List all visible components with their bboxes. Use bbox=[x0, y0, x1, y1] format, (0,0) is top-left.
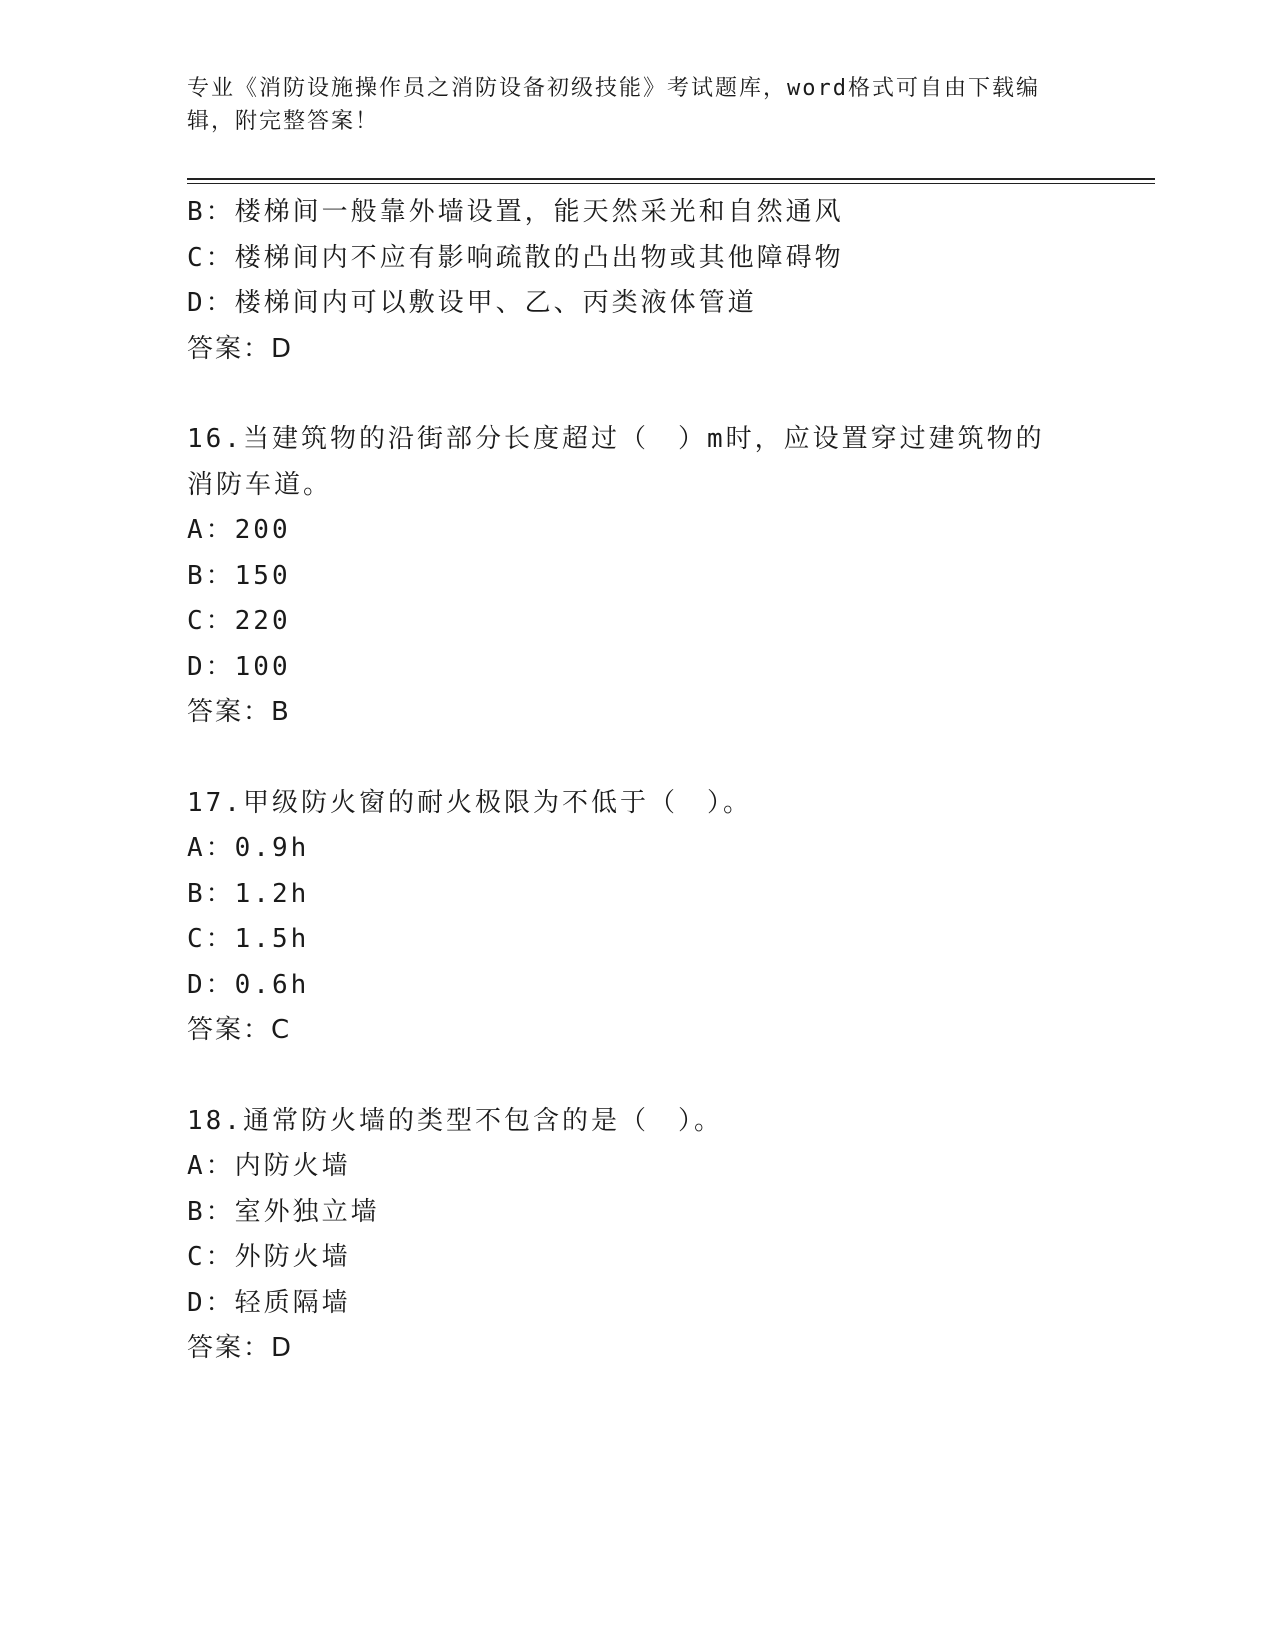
option-b: B：1.2h bbox=[187, 878, 310, 909]
header-divider-thin bbox=[187, 183, 1155, 184]
answer-line: 答案：C bbox=[187, 1015, 292, 1045]
document-header bbox=[187, 72, 1067, 138]
question-18 bbox=[187, 1099, 1087, 1372]
option-a: A：内防火墙 bbox=[187, 1151, 351, 1181]
option-d: D：轻质隔墙 bbox=[187, 1287, 351, 1318]
option-c: C：1.5h bbox=[187, 924, 310, 954]
question-16 bbox=[187, 417, 1087, 736]
question-17 bbox=[187, 781, 1087, 1054]
answer-line: 答案：D bbox=[187, 333, 294, 364]
option-c: C：外防火墙 bbox=[187, 1242, 351, 1272]
question-text: 17.甲级防火窗的耐火极限为不低于（ ）。 bbox=[187, 787, 752, 818]
document-body bbox=[187, 190, 1087, 1372]
option-d: D：100 bbox=[187, 651, 291, 682]
option-c: C：楼梯间内不应有影响疏散的凸出物或其他障碍物 bbox=[187, 242, 844, 273]
question-text: 16.当建筑物的沿街部分长度超过（ ）m时，应设置穿过建筑物的消防车道。 bbox=[187, 424, 1045, 500]
header-title-line-1: 专业《消防设施操作员之消防设备初级技能》考试题库，word格式可自由下载编 bbox=[187, 76, 1040, 101]
option-a: A：0.9h bbox=[187, 833, 310, 863]
option-c: C：220 bbox=[187, 606, 291, 636]
answer-line: 答案：D bbox=[187, 1333, 294, 1363]
carryover-question bbox=[187, 190, 1087, 372]
question-text: 18.通常防火墙的类型不包含的是（ ）。 bbox=[187, 1105, 723, 1136]
option-a: A：200 bbox=[187, 515, 291, 545]
header-title-line-2: 辑，附完整答案！ bbox=[187, 109, 380, 134]
option-d: D：0.6h bbox=[187, 969, 310, 1000]
answer-line: 答案：B bbox=[187, 697, 291, 727]
option-b: B：室外独立墙 bbox=[187, 1196, 380, 1227]
header-divider-thick bbox=[187, 178, 1155, 180]
option-b: B：楼梯间一般靠外墙设置，能天然采光和自然通风 bbox=[187, 197, 844, 227]
option-d: D：楼梯间内可以敷设甲、乙、丙类液体管道 bbox=[187, 288, 757, 318]
option-b: B：150 bbox=[187, 560, 291, 591]
